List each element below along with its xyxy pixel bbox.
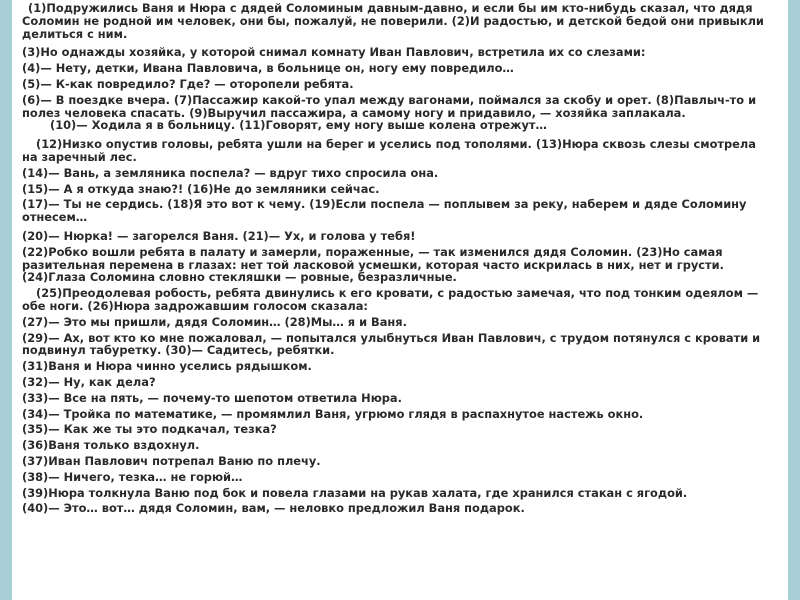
paragraph-11: (20)— Нюрка! — загорелся Ваня. (21)— Ух, и голова у тебя!	[22, 228, 416, 243]
paragraph-5: (6)— В поездке вчера. (7)Пассажир какой-то упал между вагонами, поймался за скобу и орет. (8)Павлыч-то и полез человека спасать. (9)Выручил пассажира, а самому ногу и придавило, — хозяйка заплакала.	[22, 92, 757, 120]
paragraph-20: (35)— Как же ты это подкачал, тезка?	[22, 422, 277, 437]
right-decorative-bar	[788, 0, 800, 600]
paragraph-8: (14)— Вань, а земляника поспела? — вдруг тихо спросила она.	[22, 165, 439, 180]
paragraph-2: (3)Но однажды хозяйка, у которой снимал комнату Иван Павлович, встретила их со слезами:	[22, 45, 646, 60]
paragraph-19: (34)— Тройка по математике, — промямлил Ваня, угрюмо глядя в распахнутое настежь окно.	[22, 406, 644, 421]
paragraph-25: (40)— Это… вот… дядя Соломин, вам, — неловко предложил Ваня подарок.	[22, 501, 525, 516]
paragraph-9: (15)— А я откуда знаю?! (16)Не до земляники сейчас.	[22, 181, 380, 196]
paragraph-14: (27)— Это мы пришли, дядя Соломин… (28)Мы… я и Ваня.	[22, 314, 407, 329]
paragraph-4: (5)— К-как повредило? Где? — оторопели ребята.	[22, 76, 354, 91]
paragraph-7: (12)Низко опустив головы, ребята ушли на берег и уселись под тополями. (13)Нюра сквозь слезы смотрела на заречный лес.	[22, 137, 756, 164]
paragraph-21: (36)Ваня только вздохнул.	[22, 438, 200, 453]
paragraph-15: (29)— Ах, вот кто ко мне пожаловал, — попытался улыбнуться Иван Павлович, с трудом потянулся с кровати и подвинул табуретку. (30)— Садитесь, ребятки.	[22, 330, 761, 358]
paragraph-10: (17)— Ты не сердись. (18)Я это вот к чему. (19)Если поспела — поплывем за реку, наберем и дяде Соломину отнесем…	[22, 197, 747, 225]
paragraph-12: (22)Робко вошли ребята в палату и замерли, пораженные, — так изменился дядя Соломин. (23)Но самая разительная перемена в глазах: нет той ласковой усмешки, которая часто искрилась в них, нет и грусти. (24)Глаза Соломина словно стекляшки — ровные, безразличные.	[22, 244, 724, 285]
paragraph-16: (31)Ваня и Нюра чинно уселись рядышком.	[22, 359, 312, 374]
paragraph-22: (37)Иван Павлович потрепал Ваню по плечу.	[22, 453, 321, 468]
paragraph-23: (38)— Ничего, тезка… не горюй…	[22, 469, 243, 484]
left-decorative-bar	[0, 0, 12, 600]
paragraph-13: (25)Преодолевая робость, ребята двинулись к его кровати, с радостью замечая, что под тонким одеялом — обе ноги. (26)Нюра задрожавшим голосом сказала:	[22, 286, 759, 313]
paragraph-18: (33)— Все на пять, — почему-то шепотом ответила Нюра.	[22, 390, 402, 405]
paragraph-3: (4)— Нету, детки, Ивана Павловича, в больнице он, ногу ему повредило…	[22, 61, 514, 76]
paragraph-1: (1)Подружились Ваня и Нюра с дядей Соломиным давным-давно, и если бы им кто-нибудь сказал, что дядя Соломин не родной им человек, они бы, пожалуй, не поверили. (2)И радостью, и детской бедой они привыкли делиться с ним.	[22, 1, 764, 41]
paragraph-6: (10)— Ходила я в больницу. (11)Говорят, ему ногу выше колена отрежут…	[50, 118, 547, 133]
text-body	[22, 2, 774, 515]
paragraph-24: (39)Нюра толкнула Ваню под бок и повела глазами на рукав халата, где хранился стакан с ягодой.	[22, 485, 688, 500]
paragraph-17: (32)— Ну, как дела?	[22, 374, 156, 389]
